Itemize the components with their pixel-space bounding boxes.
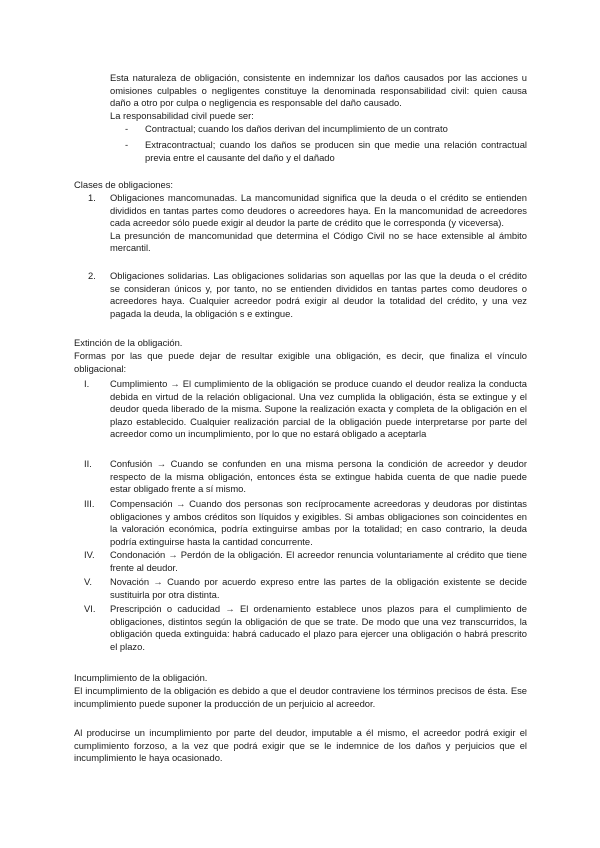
list-item-text: Cumplimiento → El cumplimiento de la obligación se produce cuando el deudor realiza la conducta debida en virtud de la relación obligacional. Una vez cumplida la obligación, ésta se extingue y el deudor queda liberado de la misma. Supone la realización exacta y completa de la obligación en el plazo establecido. Cualquier realización parcial de la obligación puede interpretarse por parte del acreedor como un incumplimiento, por lo que no estará obligado a aceptarla <box>110 378 527 440</box>
list-item-extra: La presunción de mancomunidad que determina el Código Civil no se hace extensible al ámbito mercantil. <box>110 229 527 254</box>
list-item-text: Contractual; cuando los daños derivan del incumplimiento de un contrato <box>145 123 448 134</box>
list-marker: IV. <box>84 549 95 560</box>
responsabilidad-label: La responsabilidad civil puede ser: <box>110 110 254 121</box>
incumplimiento-closing: Al producirse un incumplimiento por parte del deudor, imputable a él mismo, el acreedor podrá exigir el cumplimiento forzoso, a la vez que podrá exigir que se le indemnice de los daños y perjuicios que el incumplimiento le haya ocasionado. <box>74 727 527 764</box>
list-item <box>84 378 527 441</box>
list-item <box>88 192 527 255</box>
section-heading: Clases de obligaciones: <box>74 179 174 190</box>
list-marker: 2. <box>88 270 96 281</box>
list-item-text: Obligaciones mancomunadas. La mancomunidad significa que la deuda o el crédito se entienden divididos en tantas partes como deudores o acreedores haya. En la mancomunidad de acreedores cada acreedor sólo puede exigir al deudor la parte de crédito que le corresponda (y viceversa). <box>110 192 527 229</box>
list-item <box>84 576 527 601</box>
list-marker: I. <box>84 378 90 389</box>
list-item <box>125 139 527 164</box>
list-item <box>84 549 527 574</box>
list-marker: II. <box>84 458 92 469</box>
list-marker: - <box>125 139 129 150</box>
list-item-text: Prescripción o caducidad → El ordenamiento establece unos plazos para el cumplimiento de obligaciones, distintos según la obligación de que se trate. De modo que una vez transcurridos, la obligación queda extinguida: habrá caducado el plazo para ejercer una obligación o habrá prescrito el plazo. <box>110 603 527 652</box>
list-marker: - <box>125 123 129 134</box>
list-item <box>84 603 527 653</box>
list-item-text: Compensación → Cuando dos personas son recíprocamente acreedoras y deudoras por distintas obligaciones y ambos créditos son líquidos y exigibles. Si ambas obligaciones son coincidentes en la valoración económica, podría extinguirse ambas por la totalidad; en caso contrario, la deuda podría extinguirse hasta la cantidad concurrente. <box>110 498 527 547</box>
list-item <box>84 458 527 496</box>
list-item-text: Condonación → Perdón de la obligación. El acreedor renuncia voluntariamente al crédito que tiene frente al deudor. <box>110 549 527 573</box>
section-heading: Extinción de la obligación. <box>74 337 183 348</box>
list-marker: III. <box>84 498 95 509</box>
extincion-intro: Formas por las que puede dejar de resultar exigible una obligación, es decir, que finaliza el vínculo obligacional: <box>74 350 527 374</box>
list-marker: VI. <box>84 603 96 614</box>
list-marker: 1. <box>88 192 96 203</box>
incumplimiento-paragraph: El incumplimiento de la obligación es debido a que el deudor contraviene los términos precisos de ésta. Ese incumplimiento puede suponer la producción de un perjuicio al acreedor. <box>74 685 527 709</box>
list-item <box>84 498 527 548</box>
section-heading: Incumplimiento de la obligación. <box>74 672 208 683</box>
list-item-text: Novación → Cuando por acuerdo expreso entre las partes de la obligación existente se decide sustituirla por otra distinta. <box>110 576 527 600</box>
list-item <box>88 270 527 320</box>
list-item-text: Obligaciones solidarias. Las obligaciones solidarias son aquellas por las que la deuda o el crédito se consideran únicos y, por tanto, no se entienden divididos en tantas partes como deudores o acreedores haya. Cualquier acreedor podrá exigir al deudor la totalidad del crédito, y una vez pagada la deuda, la obligación s e extingue. <box>110 270 527 319</box>
list-item-text: Confusión → Cuando se confunden en una misma persona la condición de acreedor y deudor respecto de la misma obligación, entonces ésta se extingue habida cuenta de que nadie puede estar obligado frente a sí mismo. <box>110 458 527 495</box>
list-item-text: Extracontractual; cuando los daños se producen sin que medie una relación contractual previa entre el causante del daño y el dañado <box>145 139 527 163</box>
list-item <box>125 123 527 136</box>
intro-paragraph: Esta naturaleza de obligación, consistente en indemnizar los daños causados por las acciones u omisiones culpables o negligentes constituye la denominada responsabilidad civil: quien causa daño a otro por culpa o negligencia es responsable del daño causado. <box>110 72 527 109</box>
list-marker: V. <box>84 576 92 587</box>
